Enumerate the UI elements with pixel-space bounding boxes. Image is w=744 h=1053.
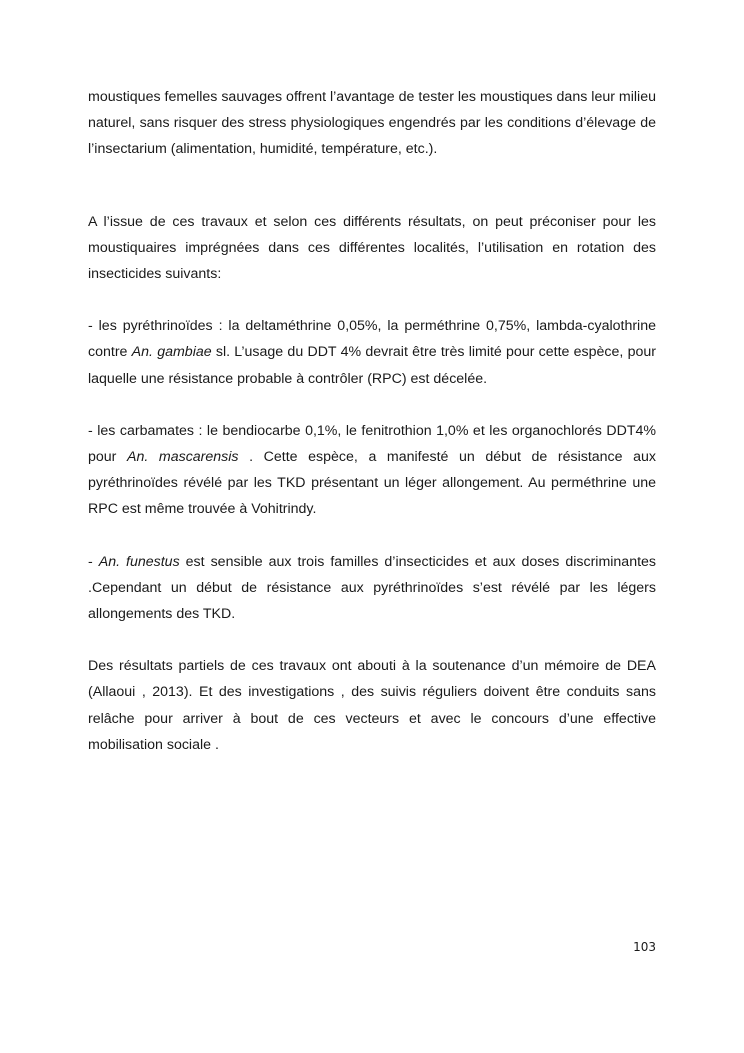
- paragraph-text: moustiques femelles sauvages offrent l’avantage de tester les moustiques dans leur milieu naturel, sans risquer des stress physiologiques engendrés par les conditions d’élevage de l’insectarium (alimentation, humidité, température, etc.).: [88, 89, 656, 158]
- paragraph-text: - les carbamates : le bendiocarbe 0,1%, le fenitrothion 1,0% et les organochlorés DDT4% pour: [88, 422, 656, 466]
- paragraph-text: . Cette espèce, a manifesté un début de résistance aux pyréthrinoïdes révélé par les TKD présentant un léger allongement. Au perméthrine une RPC est même trouvée à Vohitrindy.: [88, 449, 657, 518]
- paragraph-text: - les pyréthrinoïdes : la deltaméthrine 0,05%, la perméthrine 0,75%, lambda-cyalothrine contre: [88, 318, 656, 361]
- paragraph-recommendation: [88, 209, 656, 288]
- paragraph-carbamates: [88, 418, 656, 523]
- species-name: An. gambiae: [131, 344, 212, 361]
- document-body: [88, 84, 656, 758]
- paragraph-pyrethroids: [88, 313, 656, 392]
- paragraph-insectarium: [88, 84, 656, 163]
- paragraph-text: Des résultats partiels de ces travaux ont abouti à la soutenance d’un mémoire de DEA (Allaoui , 2013). Et des investigations , des suivis réguliers doivent être conduits sans relâche pour arriver à bout de ces vecteurs et avec le concours d’une effective mobilisation sociale .: [88, 658, 656, 753]
- species-name: An. funestus: [98, 553, 180, 570]
- page-number: 103: [633, 940, 656, 954]
- paragraph-text: sl. L’usage du DDT 4% devrait être très limité pour cette espèce, pour laquelle une résistance probable à contrôler (RPC) est décelée.: [88, 344, 656, 387]
- paragraph-text: A l’issue de ces travaux et selon ces différents résultats, on peut préconiser pour les moustiquaires imprégnées dans ces différentes localités, l’utilisation en rotation des insecticides suivants:: [88, 213, 656, 283]
- paragraph-funestus: [88, 549, 656, 628]
- paragraph-text: est sensible aux trois familles d’insecticides et aux doses discriminantes .Cependant un début de résistance aux pyréthrinoïdes s’est révélé par les légers allongements des TKD.: [88, 553, 657, 623]
- paragraph-text: -: [88, 553, 99, 570]
- species-name: An. mascarensis: [127, 449, 239, 466]
- paragraph-conclusion: [88, 653, 656, 758]
